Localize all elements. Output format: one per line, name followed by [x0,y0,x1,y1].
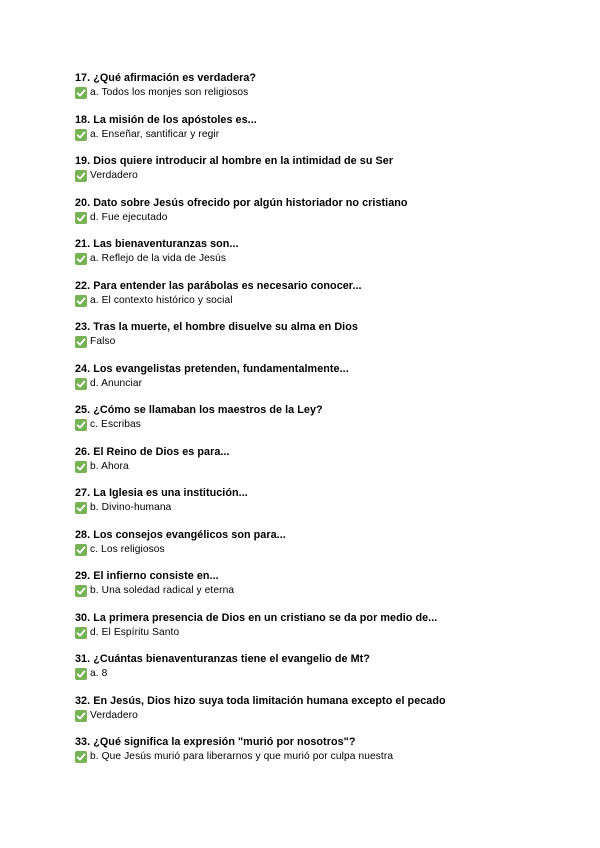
question-text: 22. Para entender las parábolas es necesario conocer... [75,279,362,292]
question-text: 27. La Iglesia es una institución... [75,487,248,499]
check-mark-icon [75,627,87,639]
check-mark-icon [75,87,87,99]
question-item-28 [75,528,575,570]
question-text: 17. ¿Qué afirmación es verdadera? [75,72,257,84]
check-mark-icon [75,585,87,597]
question-text: 30. La primera presencia de Dios en un cristiano se da por medio de... [75,611,438,624]
answer-line [75,418,575,432]
check-mark-icon [75,751,87,763]
question-item-20 [75,196,575,238]
question-item-31 [75,652,575,694]
question-text: 32. En Jesús, Dios hizo suya toda limitación humana excepto el pecado [75,694,446,707]
check-mark-icon [75,544,87,556]
answer-text: Verdadero [90,709,138,721]
answer-text: d. El Espíritu Santo [90,626,180,638]
answer-line [75,169,575,183]
answer-text: b. Ahora [90,460,129,472]
answer-text: a. Enseñar, santificar y regir [90,128,220,140]
answer-line [75,252,575,266]
answer-line [75,377,575,391]
check-mark-icon [75,295,87,307]
check-mark-icon [75,378,87,390]
answer-line [75,626,575,640]
answer-line [75,128,575,142]
question-text: 31. ¿Cuántas bienaventuranzas tiene el evangelio de Mt? [75,653,370,665]
question-item-32 [75,694,575,736]
question-text: 23. Tras la muerte, el hombre disuelve su alma en Dios [75,321,358,333]
answer-line [75,709,575,723]
check-mark-icon [75,461,87,473]
answer-text: a. Todos los monjes son religiosos [90,87,249,98]
question-item-30 [75,611,575,653]
check-mark-icon [75,253,87,265]
question-item-26 [75,445,575,487]
answer-text: a. Reflejo de la vida de Jesús [90,253,227,264]
answer-line [75,667,575,681]
check-mark-icon [75,668,87,680]
check-mark-icon [75,710,87,722]
answer-text: d. Fue ejecutado [90,211,168,223]
answer-text: b. Una soledad radical y eterna [90,585,235,596]
question-item-24 [75,362,575,404]
answer-line [75,294,575,308]
check-mark-icon [75,129,87,141]
answer-line [75,501,575,515]
answer-text: Verdadero [90,170,138,181]
question-text: 29. El infierno consiste en... [75,570,219,582]
question-text: 28. Los consejos evangélicos son para... [75,528,286,541]
answer-text: c. Los religiosos [90,543,165,555]
question-item-29 [75,569,575,611]
check-mark-icon [75,502,87,514]
question-text: 33. ¿Qué significa la expresión "murió por nosotros"? [75,736,356,748]
answer-line [75,86,575,100]
quiz-answer-list [75,71,575,777]
question-item-18 [75,113,575,155]
answer-text: Falso [90,336,116,347]
check-mark-icon [75,336,87,348]
answer-text: d. Anunciar [90,377,143,389]
question-text: 26. El Reino de Dios es para... [75,445,230,458]
answer-line [75,460,575,474]
question-item-25 [75,403,575,445]
answer-text: a. El contexto histórico y social [90,294,233,306]
question-text: 20. Dato sobre Jesús ofrecido por algún historiador no cristiano [75,196,408,209]
answer-line [75,543,575,557]
question-item-23 [75,320,575,362]
question-item-17 [75,71,575,113]
question-item-33 [75,735,575,777]
question-text: 25. ¿Cómo se llamaban los maestros de la Ley? [75,404,323,416]
check-mark-icon [75,170,87,182]
check-mark-icon [75,419,87,431]
question-text: 21. Las bienaventuranzas son... [75,238,239,250]
question-text: 24. Los evangelistas pretenden, fundamentalmente... [75,362,349,375]
answer-line [75,335,575,349]
question-item-22 [75,279,575,321]
question-item-27 [75,486,575,528]
answer-text: b. Divino-humana [90,502,172,513]
question-text: 19. Dios quiere introducir al hombre en la intimidad de su Ser [75,155,394,167]
question-item-21 [75,237,575,279]
question-text: 18. La misión de los apóstoles es... [75,113,257,126]
question-item-19 [75,154,575,196]
answer-text: a. 8 [90,668,108,679]
answer-line [75,211,575,225]
answer-line [75,584,575,598]
answer-text: b. Que Jesús murió para liberarnos y que murió por culpa nuestra [90,751,394,762]
answer-line [75,750,575,764]
answer-text: c. Escribas [90,419,141,430]
check-mark-icon [75,212,87,224]
